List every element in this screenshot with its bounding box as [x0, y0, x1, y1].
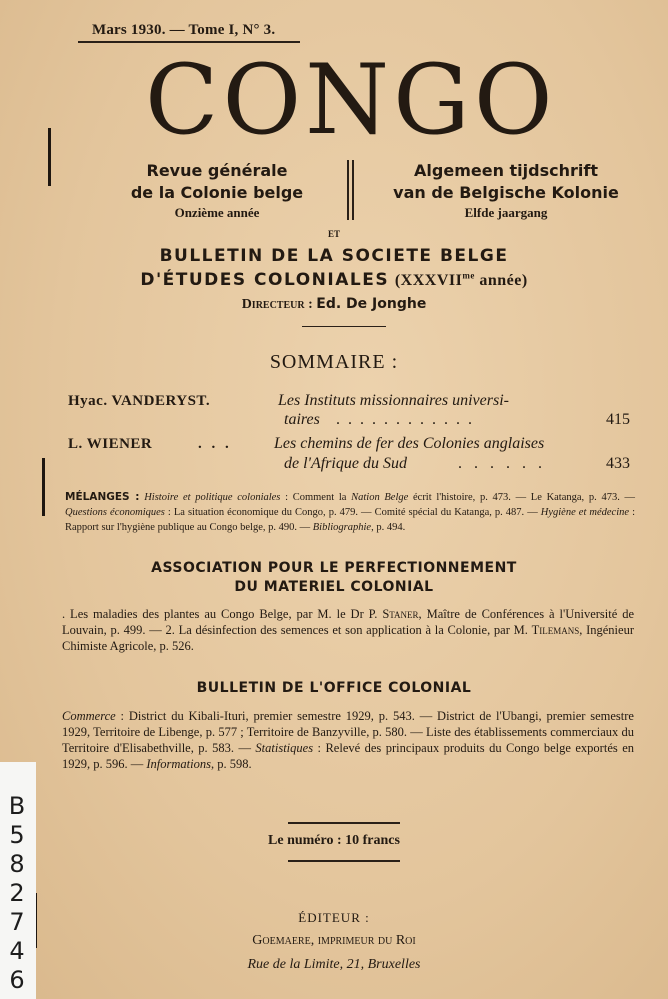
- office-paragraph: [62, 708, 634, 772]
- melanges-text: : Rapport sur l'hygiène publique au Congo belge, p. 490. —: [65, 507, 636, 533]
- toc-title: Les Instituts missionnaires universi-: [278, 392, 509, 409]
- price-rule-top: [288, 822, 400, 824]
- director-label: Directeur: [241, 297, 305, 312]
- melanges-text: : La situation économique du Congo, p. 479. — Comité spécial du Katanga, p. 487. —: [164, 507, 541, 518]
- issue-price: Le numéro : 10 francs: [268, 833, 400, 848]
- call-number-char: 7: [9, 908, 25, 936]
- author-name: Tilemans: [531, 623, 580, 637]
- office-section: Commerce: [62, 709, 116, 723]
- subtitle-french-year: Onzième année: [174, 205, 260, 220]
- subtitle-dutch: [366, 160, 646, 222]
- association-heading-line1: ASSOCIATION POUR LE PERFECTIONNEMENT: [151, 560, 517, 576]
- column-divider-right: [352, 160, 354, 220]
- association-text: , Maître de Conférences à l'Université de Louvain, p. 499. — 2. La désinfection des semences et son application à la Colonie, par M.: [62, 607, 634, 637]
- subtitle-dutch-line2: van de Belgische Kolonie: [393, 183, 619, 202]
- office-section: Informations: [146, 757, 211, 771]
- publisher-label: ÉDITEUR :: [298, 910, 370, 925]
- melanges-section: Histoire et politique coloniales: [144, 492, 281, 503]
- melanges-text: , p. 494.: [371, 522, 406, 533]
- edition-prefix: (XXXVII: [394, 272, 463, 289]
- bulletin-title-societe: D'ÉTUDES COLONIALES: [140, 270, 390, 290]
- office-text: , p. 598.: [210, 757, 252, 771]
- issue-date-line: Mars 1930. — Tome I, N° 3.: [92, 22, 276, 38]
- bulletin-edition: [395, 272, 528, 289]
- melanges-paragraph: [65, 490, 635, 535]
- publisher-name: [0, 933, 668, 949]
- journal-title: CONGO: [145, 44, 557, 156]
- bulletin-title-line1: BULLETIN DE LA SOCIETE BELGE: [159, 246, 509, 266]
- price-rule-bottom: [288, 860, 400, 862]
- director-line: [0, 296, 668, 313]
- sommaire-heading: SOMMAIRE :: [269, 351, 399, 373]
- header-rule: [78, 41, 300, 43]
- call-number-characters: [2, 792, 32, 995]
- toc-title-continued: de l'Afrique du Sud: [284, 455, 407, 472]
- edition-sup: me: [462, 270, 475, 281]
- call-number-char: 8: [9, 850, 25, 878]
- melanges-text: : Comment la: [280, 492, 352, 503]
- author-name: Staner: [382, 607, 419, 621]
- melanges-section: Questions économiques: [65, 507, 165, 518]
- toc-page-number: 433: [606, 455, 630, 472]
- subtitle-french-line1: Revue générale: [146, 161, 288, 180]
- toc-leaders: . . . . . .: [458, 455, 546, 472]
- subtitle-french-line2: de la Colonie belge: [130, 183, 304, 202]
- melanges-section: Hygiène et médecine: [540, 507, 630, 518]
- subtitle-dutch-line1: Algemeen tijdschrift: [414, 161, 598, 180]
- call-number-char: B: [8, 792, 26, 820]
- director-name: Ed. De Jonghe: [316, 296, 427, 312]
- toc-title: Les chemins de fer des Colonies anglaises: [274, 435, 545, 452]
- printer-name: Goemaere: [252, 933, 311, 948]
- office-text: : Relevé des principaux produits du Congo belge exportés en 1929, p. 596. —: [62, 741, 634, 771]
- office-heading: BULLETIN DE L'OFFICE COLONIAL: [196, 680, 472, 696]
- director-separator: :: [304, 297, 317, 312]
- toc-title-continued: taires: [284, 411, 320, 428]
- binding-mark-middle: [42, 458, 45, 516]
- publisher-address: Rue de la Limite, 21, Bruxelles: [247, 957, 421, 972]
- association-text: , Ingénieur Chimiste Agricole, p. 526.: [62, 623, 634, 653]
- association-paragraph: [62, 606, 634, 654]
- call-number-char: 2: [9, 879, 25, 907]
- printer-role: , imprimeur du Roi: [310, 933, 416, 948]
- binding-mark-top: [48, 128, 51, 186]
- call-number-char: 6: [9, 966, 25, 994]
- association-heading-line2: DU MATERIEL COLONIAL: [234, 579, 434, 595]
- toc-author: Hyac. VANDERYST.: [68, 393, 211, 409]
- subtitle-dutch-year: Elfde jaargang: [464, 205, 548, 220]
- edition-suffix: année): [474, 272, 528, 289]
- toc-page-number: 415: [606, 411, 630, 428]
- association-text: . Les maladies des plantes au Congo Belge, par M. le Dr P.: [62, 607, 383, 621]
- subtitle-french: [92, 160, 342, 222]
- call-number-char: 5: [9, 821, 25, 849]
- section-rule: [302, 326, 386, 327]
- call-number-char: 4: [9, 937, 25, 965]
- toc-author-dots: . . .: [198, 436, 232, 452]
- toc-author: L. WIENER: [68, 436, 153, 452]
- melanges-section: Bibliographie: [312, 522, 372, 533]
- melanges-heading: MÉLANGES :: [65, 491, 140, 503]
- column-divider-left: [347, 160, 349, 220]
- bulletin-title-line2: [0, 270, 668, 290]
- melanges-section: Nation Belge: [351, 492, 409, 503]
- melanges-text: écrit l'histoire, p. 473. — Le Katanga, p. 473. —: [408, 492, 636, 503]
- office-section: Statistiques: [255, 741, 314, 755]
- toc-leaders: . . . . . . . . . . . .: [336, 411, 474, 428]
- conjunction-et: ET: [327, 229, 340, 239]
- office-text: : District du Kibali-Ituri, premier semestre 1929, p. 543. — District de l'Ubangi, premier semestre 1929, Territoire de Libenge, p. 577 ; Territoire de Banzyville, p. 580. — Liste des établissements commerciaux du Territoire d'Elisabethville, p. 583. —: [62, 709, 634, 755]
